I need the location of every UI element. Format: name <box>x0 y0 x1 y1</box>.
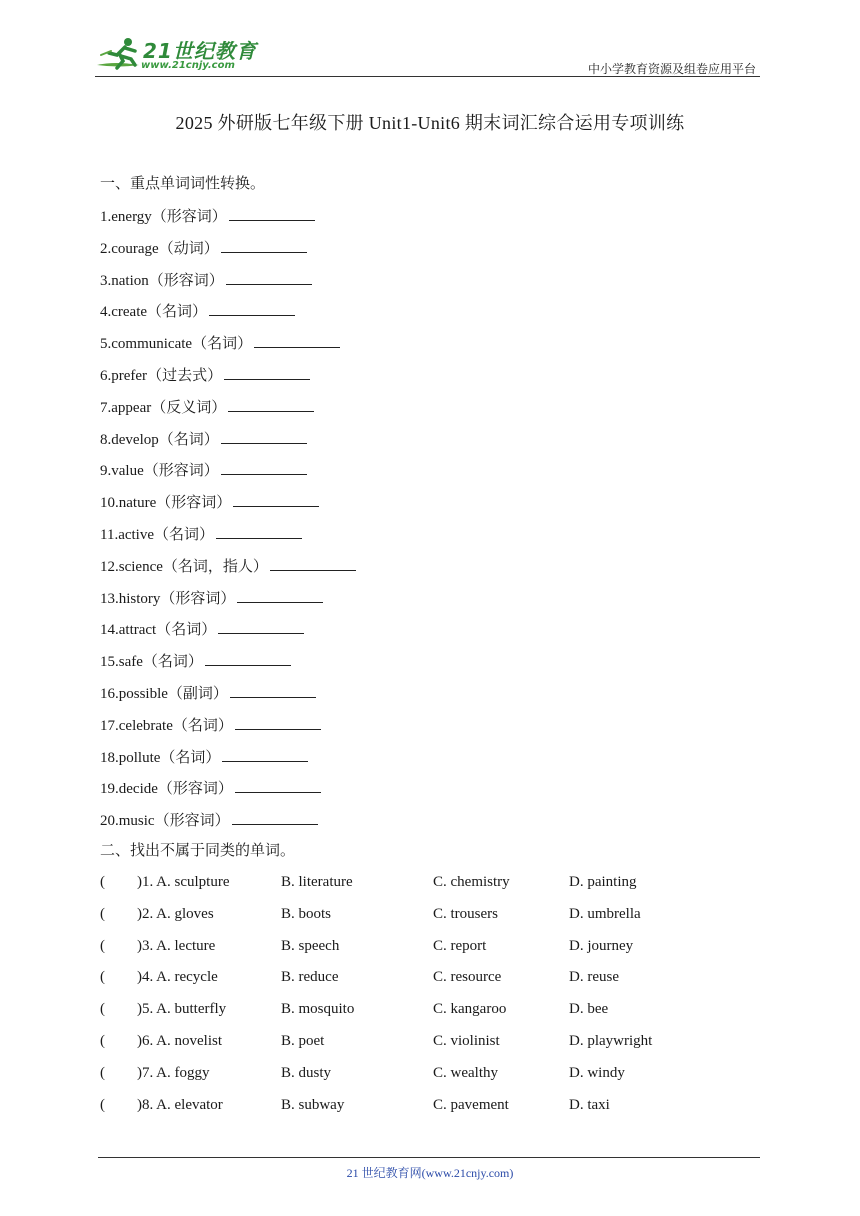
word-conversion-item <box>100 808 318 830</box>
item-hint: （动词） <box>158 238 219 257</box>
item-word: active <box>118 527 155 543</box>
item-word: appear <box>111 399 152 416</box>
odd-one-out-item <box>100 903 740 925</box>
odd-one-out-item <box>100 1094 740 1116</box>
header-divider <box>95 76 760 77</box>
option-c: C. violinist <box>433 1033 500 1049</box>
answer-paren[interactable]: ( <box>100 905 105 922</box>
word-conversion-item <box>100 586 323 608</box>
word-conversion-item <box>100 268 312 290</box>
answer-paren[interactable]: ( <box>100 937 105 954</box>
odd-one-out-item <box>100 1030 740 1052</box>
word-conversion-item <box>100 522 302 544</box>
answer-blank[interactable] <box>254 331 340 348</box>
answer-blank[interactable] <box>235 776 321 793</box>
word-conversion-item <box>100 617 304 639</box>
word-conversion-item <box>100 554 356 576</box>
answer-blank[interactable] <box>221 427 307 444</box>
option-d: D. journey <box>569 937 634 954</box>
option-a: )2. A. gloves <box>137 905 214 922</box>
item-number: 16. <box>100 686 119 702</box>
option-a: )4. A. recycle <box>137 969 218 986</box>
item-word: nation <box>111 272 149 289</box>
item-number: 5. <box>100 336 112 353</box>
option-d: D. taxi <box>569 1096 610 1113</box>
answer-blank[interactable] <box>224 363 310 380</box>
word-conversion-item <box>100 427 307 449</box>
answer-paren[interactable]: ( <box>100 1064 105 1081</box>
answer-blank[interactable] <box>237 586 323 603</box>
answer-blank[interactable] <box>270 554 356 571</box>
item-hint: （形容词） <box>160 588 236 607</box>
item-number: 18. <box>100 749 119 766</box>
option-a: )6. A. novelist <box>137 1033 222 1049</box>
answer-blank[interactable] <box>226 268 312 285</box>
footer-divider <box>98 1157 760 1158</box>
odd-one-out-item <box>100 966 740 988</box>
answer-paren[interactable]: ( <box>100 969 105 986</box>
word-conversion-item <box>100 331 340 353</box>
section2-heading: 二、找出不属于同类的单词。 <box>100 841 296 859</box>
item-word: science <box>118 558 163 575</box>
word-conversion-item <box>100 713 321 735</box>
option-c: C. resource <box>433 969 502 986</box>
page-header <box>95 30 760 78</box>
answer-blank[interactable] <box>222 745 308 762</box>
answer-blank[interactable] <box>233 490 319 507</box>
item-number: 6. <box>100 368 112 384</box>
item-number: 11. <box>100 527 119 543</box>
item-word: courage <box>111 240 159 257</box>
item-word: value <box>111 463 144 480</box>
answer-blank[interactable] <box>221 236 307 253</box>
option-d: D. windy <box>569 1064 625 1081</box>
option-d: D. umbrella <box>569 905 641 922</box>
word-conversion-item <box>100 299 295 321</box>
answer-paren[interactable]: ( <box>100 1033 105 1049</box>
item-word: celebrate <box>118 717 173 734</box>
item-word: safe <box>118 654 143 671</box>
answer-blank[interactable] <box>216 522 302 539</box>
item-word: nature <box>118 495 157 512</box>
option-c: C. wealthy <box>433 1064 498 1081</box>
item-number: 19. <box>100 781 119 798</box>
option-a: )5. A. butterfly <box>137 1001 227 1018</box>
option-b: B. subway <box>281 1096 345 1113</box>
answer-blank[interactable] <box>205 649 291 666</box>
answer-blank[interactable] <box>229 204 315 221</box>
item-hint: （形容词） <box>151 207 227 225</box>
word-conversion-item <box>100 681 316 703</box>
word-conversion-item <box>100 649 291 671</box>
item-number: 1. <box>100 209 112 225</box>
option-b: B. poet <box>281 1033 325 1049</box>
option-c: C. report <box>433 937 487 954</box>
item-hint: （名词） <box>160 747 221 766</box>
option-c: C. trousers <box>433 905 498 922</box>
item-hint: （名词，指人） <box>162 556 268 575</box>
answer-blank[interactable] <box>232 808 318 825</box>
logo-url: www.21cnjy.com <box>141 60 235 71</box>
option-a: )1. A. sculpture <box>137 874 230 890</box>
item-word: pollute <box>118 749 161 766</box>
option-c: C. kangaroo <box>433 1001 507 1018</box>
word-conversion-item <box>100 204 315 226</box>
word-conversion-item <box>100 745 308 767</box>
option-b: B. reduce <box>281 969 339 986</box>
answer-blank[interactable] <box>228 395 314 412</box>
word-conversion-item <box>100 458 307 480</box>
document-title: 2025 外研版七年级下册 Unit1-Unit6 期末词汇综合运用专项训练 <box>175 113 685 133</box>
answer-blank[interactable] <box>221 458 307 475</box>
option-b: B. dusty <box>281 1064 332 1081</box>
item-number: 12. <box>100 558 119 575</box>
odd-one-out-item <box>100 998 740 1020</box>
word-conversion-item <box>100 776 321 798</box>
item-hint: （名词） <box>172 715 233 734</box>
item-hint: （形容词） <box>157 779 233 798</box>
option-a: )3. A. lecture <box>137 937 216 954</box>
option-c: C. pavement <box>433 1096 509 1113</box>
option-c: C. chemistry <box>433 874 510 890</box>
item-word: possible <box>118 686 168 702</box>
option-b: B. speech <box>281 937 340 954</box>
logo-text: 21世纪教育 <box>143 39 257 63</box>
answer-paren[interactable]: ( <box>100 1001 105 1018</box>
word-conversion-item <box>100 395 314 417</box>
item-word: music <box>118 813 155 830</box>
item-number: 9. <box>100 463 112 480</box>
item-hint: （副词） <box>167 684 228 702</box>
logo <box>95 35 270 75</box>
odd-one-out-item <box>100 1062 740 1084</box>
item-hint: （形容词） <box>148 270 224 289</box>
item-number: 7. <box>100 399 112 416</box>
answer-blank[interactable] <box>209 299 295 316</box>
item-hint: （反义词） <box>151 397 227 416</box>
section1-heading: 一、重点单词词性转换。 <box>100 174 266 192</box>
option-d: D. bee <box>569 1001 609 1018</box>
footer-text: 21 世纪教育网(www.21cnjy.com) <box>346 1166 514 1180</box>
item-hint: （名词） <box>192 334 253 353</box>
item-word: history <box>118 590 161 607</box>
answer-blank[interactable] <box>230 681 316 698</box>
item-number: 2. <box>100 240 112 257</box>
item-hint: （名词） <box>154 525 215 543</box>
item-number: 4. <box>100 304 112 321</box>
item-word: attract <box>118 622 157 639</box>
option-b: B. literature <box>281 874 353 890</box>
word-conversion-item <box>100 363 310 385</box>
item-hint: （名词） <box>158 429 219 448</box>
answer-paren[interactable]: ( <box>100 874 105 890</box>
option-b: B. mosquito <box>281 1001 355 1018</box>
item-number: 8. <box>100 431 112 448</box>
item-word: decide <box>118 781 158 798</box>
item-word: communicate <box>111 336 193 353</box>
item-number: 14. <box>100 622 119 639</box>
item-number: 17. <box>100 717 119 734</box>
item-hint: （过去式） <box>147 366 223 384</box>
item-number: 20. <box>100 813 119 830</box>
answer-blank[interactable] <box>218 617 304 634</box>
item-hint: （形容词） <box>156 493 232 512</box>
item-hint: （形容词） <box>143 461 219 480</box>
word-conversion-item <box>100 236 307 258</box>
item-number: 10. <box>100 495 119 512</box>
item-hint: （名词） <box>156 620 217 639</box>
answer-paren[interactable]: ( <box>100 1096 105 1113</box>
option-d: D. playwright <box>569 1033 653 1049</box>
item-hint: （名词） <box>142 652 203 671</box>
option-b: B. boots <box>281 905 332 922</box>
odd-one-out-item <box>100 871 740 893</box>
option-d: D. reuse <box>569 969 619 986</box>
answer-blank[interactable] <box>235 713 321 730</box>
word-conversion-item <box>100 490 319 512</box>
item-hint: （名词） <box>147 302 208 321</box>
odd-one-out-item <box>100 935 740 957</box>
item-number: 3. <box>100 272 112 289</box>
option-a: )7. A. foggy <box>137 1064 210 1081</box>
item-hint: （形容词） <box>154 811 230 830</box>
option-a: )8. A. elevator <box>137 1096 223 1113</box>
option-d: D. painting <box>569 874 637 890</box>
item-word: prefer <box>111 368 148 384</box>
item-number: 13. <box>100 590 119 607</box>
item-word: develop <box>111 431 159 448</box>
item-word: energy <box>111 209 152 225</box>
item-word: create <box>111 304 148 321</box>
header-tagline: 中小学教育资源及组卷应用平台 <box>587 62 756 76</box>
runner-logo-icon <box>95 35 145 75</box>
item-number: 15. <box>100 654 119 671</box>
